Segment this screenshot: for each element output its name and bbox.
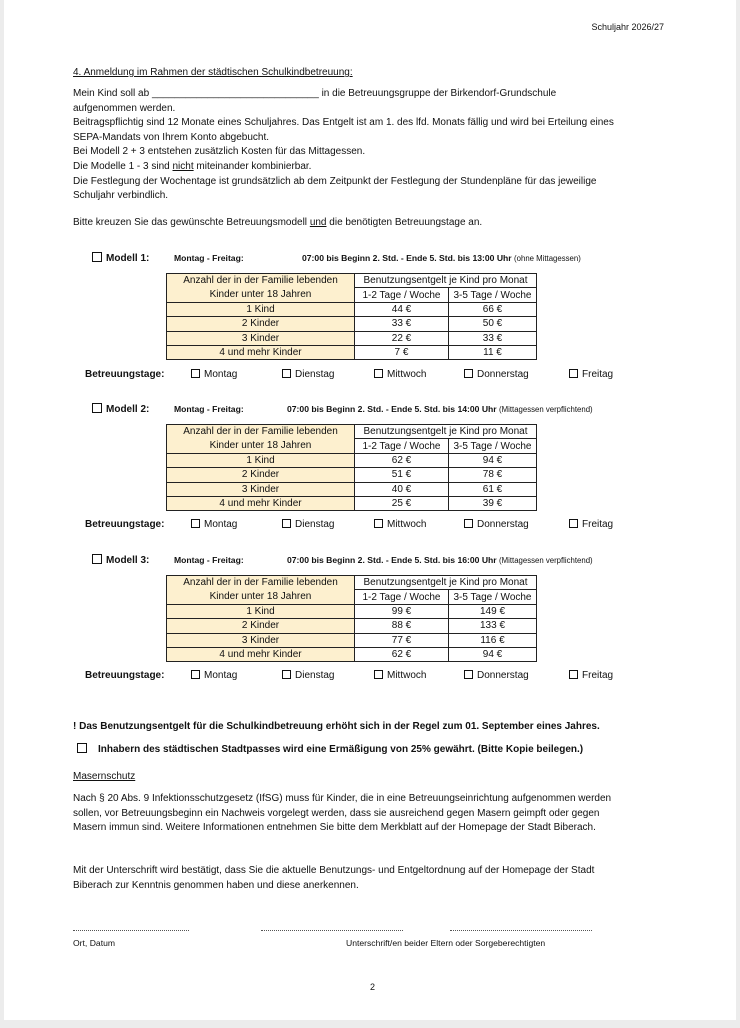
intro-text xyxy=(73,87,673,204)
model-2-header: Modell 2: Montag - Freitag: 07:00 bis Beginn 2. Std. - Ende 5. Std. bis 14:00 Uhr (Mittagessen verpflichtend) xyxy=(92,403,244,415)
intro-line: Beitragspflichtig sind 12 Monate eines Schuljahres. Das Entgelt ist am 1. des lfd. Monats fällig und wird bei Erteilung eines xyxy=(73,117,614,129)
section-title: 4. Anmeldung im Rahmen der städtischen Schulkindbetreuung: xyxy=(73,67,353,78)
intro-line: Mein Kind soll ab ______________________________ in die Betreuungsgruppe der Birkendorf-Grundschule xyxy=(73,88,557,99)
model-1-header: Modell 1: Montag - Freitag: 07:00 bis Beginn 2. Std. - Ende 5. Std. bis 13:00 Uhr (ohne Mittagessen) xyxy=(92,252,244,264)
model-3-wednesday-checkbox[interactable] xyxy=(374,670,383,679)
table-row: 4 und mehr Kinder 25 € 39 € xyxy=(167,496,537,510)
intro-line: Schuljahr verbindlich. xyxy=(73,190,169,202)
document-page: Schuljahr 2026/27 4. Anmeldung im Rahmen der städtischen Schulkindbetreuung: Mein Kind soll ab ______________________________ in die Betreuungsgruppe der Birkendorf-Grundschule aufgenommen werden. Beitragspflichtig sind 12 Monate eines Schuljahres. Das Entgelt ist am 1. des lfd. Monats fällig und wird bei Erteilung eines SEPA-Mandats von Ihrem Konto abgebucht. Bei Modell 2 + 3 entstehen zusätzlich Kosten für das Mittagessen. Die Modelle 1 - 3 sind nicht miteinander kombinierbar. Die Festlegung der Wochentage ist grundsätzlich ab dem Zeitpunkt der Festlegung der Stundenpläne für das jeweilige Schuljahr verbindlich. Bitte kreuzen Sie das gewünschte Betreuungsmodell und die benötigten Betreuungstage an. Modell 1: Montag - Freitag: 07:00 bis Beginn 2. Std. - Ende 5. Std. bis 13:00 Uhr (ohne Mittagessen) Anzahl der in der Familie lebenden Benutzungsentgelt je Kind pro Monat Kinder unter 18 Jahren 1-2 Tage / Woche 3-5 Tage / Woche 1 Kind 44 € 66 € 2 Kinder 33 € 50 € 3 Kinder 22 € 33 € 4 und mehr Kinder 7 € 11 € Betreuungstage: Montag Dienstag Mittwoch Donnerstag Freitag Modell 2: Montag - Freitag: 07:00 bis Beginn 2. Std. - Ende 5. Std. bis 14:00 Uhr (Mittagessen verpflichtend) Anzahl der in der Familie lebenden Benutzungsentgelt je Kind pro Monat Kinder unter 18 Jahren 1-2 Tage / Woche 3-5 Tage / Woche 1 Kind 62 € 94 € 2 Kinder 51 € 78 € 3 Kinder 40 € 61 € 4 und mehr Kinder 25 € 39 € Betreuungstage: Montag Dienstag Mittwoch Donnerstag Freitag Modell 3: Montag - Freitag: 07:00 bis Beginn 2. Std. - Ende 5. Std. bis 16:00 Uhr (Mittagessen verpflichtend) Anzahl der in der Familie lebenden Benutzungsentgelt je Kind pro Monat Kinder unter 18 Jahren 1-2 Tage / Woche 3-5 Tage / Woche 1 Kind 99 € 149 € 2 Kinder 88 € 133 € 3 Kinder 77 € 116 € 4 und mehr Kinder 62 € 94 € Betreuungstage: Montag Dienstag Mittwoch Donnerstag Freitag ! Das Benutzungsentgelt für die Schulkindbetreuung erhöht sich in der Regel zum 01. September eines Jahres. Inhabern des städtischen Stadtpasses wird eine Ermäßigung von 25% gewährt. (Bitte Kopie beilegen.) Masernschutz Nach § 20 Abs. 9 Infektionsschutzgesetz (IfSG) muss für Kinder, die in eine Betreuungseinrichtung aufgenommen werden sollen, vor Betreuungsbeginn ein Nachweis vorgelegt werden, dass sie ausreichend gegen Masern geimpft oder gegen Masern immun sind. Weitere Informationen entnehmen Sie bitte dem Merkblatt auf der Homepage der Stadt Biberach. Mit der Unterschrift wird bestätigt, dass Sie die aktuelle Benutzungs- und Entgeltordnung auf der Homepage der Stadt Biberach zur Kenntnis genommen haben und diese anerkennen. Ort, Datum Unterschrift/en beider Eltern oder Sorgeberechtigten 2 xyxy=(4,0,736,1020)
table-row: 4 und mehr Kinder 7 € 11 € xyxy=(167,345,537,359)
model-3-thursday-checkbox[interactable] xyxy=(464,670,473,679)
table-row: 1 Kind 44 € 66 € xyxy=(167,302,537,316)
fee-increase-notice: ! Das Benutzungsentgelt für die Schulkindbetreuung erhöht sich in der Regel zum 01. September eines Jahres. xyxy=(73,721,600,732)
table-row: 3 Kinder 40 € 61 € xyxy=(167,482,537,496)
model-1-monday-checkbox[interactable] xyxy=(191,369,200,378)
measles-text: Nach § 20 Abs. 9 Infektionsschutzgesetz (IfSG) muss für Kinder, die in eine Betreuungseinrichtung aufgenommen werden sollen, vor Betreuungsbeginn ein Nachweis vorgelegt werden, dass sie ausreichend gegen Masern geimpft oder gegen Masern immun sind. Weitere Informationen entnehmen Sie bitte dem Merkblatt auf der Homepage der Stadt Biberach. xyxy=(73,793,612,834)
signature-line-2[interactable] xyxy=(450,930,592,931)
table-row: 2 Kinder 88 € 133 € xyxy=(167,619,537,633)
school-year: Schuljahr 2026/27 xyxy=(591,22,664,32)
model-2-fee-table: Anzahl der in der Familie lebenden Benutzungsentgelt je Kind pro Monat Kinder unter 18 Jahren 1-2 Tage / Woche 3-5 Tage / Woche 1 Kind 62 € 94 € 2 Kinder 51 € 78 € 3 Kinder 40 € 61 € 4 und mehr Kinder 25 € 39 € xyxy=(166,424,537,511)
table-row: 3 Kinder 77 € 116 € xyxy=(167,633,537,647)
model-1-thursday-checkbox[interactable] xyxy=(464,369,473,378)
model-2-tuesday-checkbox[interactable] xyxy=(282,519,291,528)
table-row: 1 Kind 62 € 94 € xyxy=(167,453,537,467)
model-1-checkbox[interactable] xyxy=(92,252,102,262)
start-date-field[interactable]: ______________________________ xyxy=(151,88,319,99)
model-3-tuesday-checkbox[interactable] xyxy=(282,670,291,679)
model-3-checkbox[interactable] xyxy=(92,554,102,564)
table-row: 2 Kinder 33 € 50 € xyxy=(167,317,537,331)
table-row: 4 und mehr Kinder 62 € 94 € xyxy=(167,647,537,661)
model-3-monday-checkbox[interactable] xyxy=(191,670,200,679)
model-1-tuesday-checkbox[interactable] xyxy=(282,369,291,378)
table-row: 2 Kinder 51 € 78 € xyxy=(167,468,537,482)
model-2-monday-checkbox[interactable] xyxy=(191,519,200,528)
intro-line: Bei Modell 2 + 3 entstehen zusätzlich Kosten für das Mittagessen. xyxy=(73,146,366,158)
measles-title: Masernschutz xyxy=(73,771,136,782)
instruction-text: Bitte kreuzen Sie das gewünschte Betreuungsmodell und die benötigten Betreuungstage an. xyxy=(73,217,483,228)
model-3-friday-checkbox[interactable] xyxy=(569,670,578,679)
intro-line: Die Festlegung der Wochentage ist grundsätzlich ab dem Zeitpunkt der Festlegung der Stundenpläne für das jeweilige xyxy=(73,175,597,187)
intro-line: Die Modelle 1 - 3 sind nicht miteinander kombinierbar. xyxy=(73,160,312,172)
intro-line: aufgenommen werden. xyxy=(73,102,176,114)
table-row: 1 Kind 99 € 149 € xyxy=(167,604,537,618)
table-row: 3 Kinder 22 € 33 € xyxy=(167,331,537,345)
model-1-fee-table: Anzahl der in der Familie lebenden Benutzungsentgelt je Kind pro Monat Kinder unter 18 Jahren 1-2 Tage / Woche 3-5 Tage / Woche 1 Kind 44 € 66 € 2 Kinder 33 € 50 € 3 Kinder 22 € 33 € 4 und mehr Kinder 7 € 11 € xyxy=(166,273,537,360)
place-date-label: Ort, Datum xyxy=(73,938,116,948)
city-pass-checkbox[interactable] xyxy=(77,743,87,753)
intro-line: SEPA-Mandats von Ihrem Konto abgebucht. xyxy=(73,131,270,143)
city-pass-option: Inhabern des städtischen Stadtpasses wird eine Ermäßigung von 25% gewährt. (Bitte Kopie beilegen.) xyxy=(77,743,583,755)
model-2-checkbox[interactable] xyxy=(92,403,102,413)
model-2-wednesday-checkbox[interactable] xyxy=(374,519,383,528)
model-2-friday-checkbox[interactable] xyxy=(569,519,578,528)
model-1-friday-checkbox[interactable] xyxy=(569,369,578,378)
model-1-wednesday-checkbox[interactable] xyxy=(374,369,383,378)
place-date-line[interactable] xyxy=(73,930,189,931)
model-3-fee-table: Anzahl der in der Familie lebenden Benutzungsentgelt je Kind pro Monat Kinder unter 18 Jahren 1-2 Tage / Woche 3-5 Tage / Woche 1 Kind 99 € 149 € 2 Kinder 88 € 133 € 3 Kinder 77 € 116 € 4 und mehr Kinder 62 € 94 € xyxy=(166,575,537,662)
signature-line-1[interactable] xyxy=(261,930,403,931)
model-2-thursday-checkbox[interactable] xyxy=(464,519,473,528)
model-3-header: Modell 3: Montag - Freitag: 07:00 bis Beginn 2. Std. - Ende 5. Std. bis 16:00 Uhr (Mittagessen verpflichtend) xyxy=(92,554,244,566)
confirmation-text: Mit der Unterschrift wird bestätigt, dass Sie die aktuelle Benutzungs- und Entgeltordnung auf der Homepage der Stadt Biberach zur Kenntnis genommen haben und diese anerkennen. xyxy=(73,865,595,891)
page-number: 2 xyxy=(370,982,376,992)
signature-label: Unterschrift/en beider Eltern oder Sorgeberechtigten xyxy=(346,938,546,948)
